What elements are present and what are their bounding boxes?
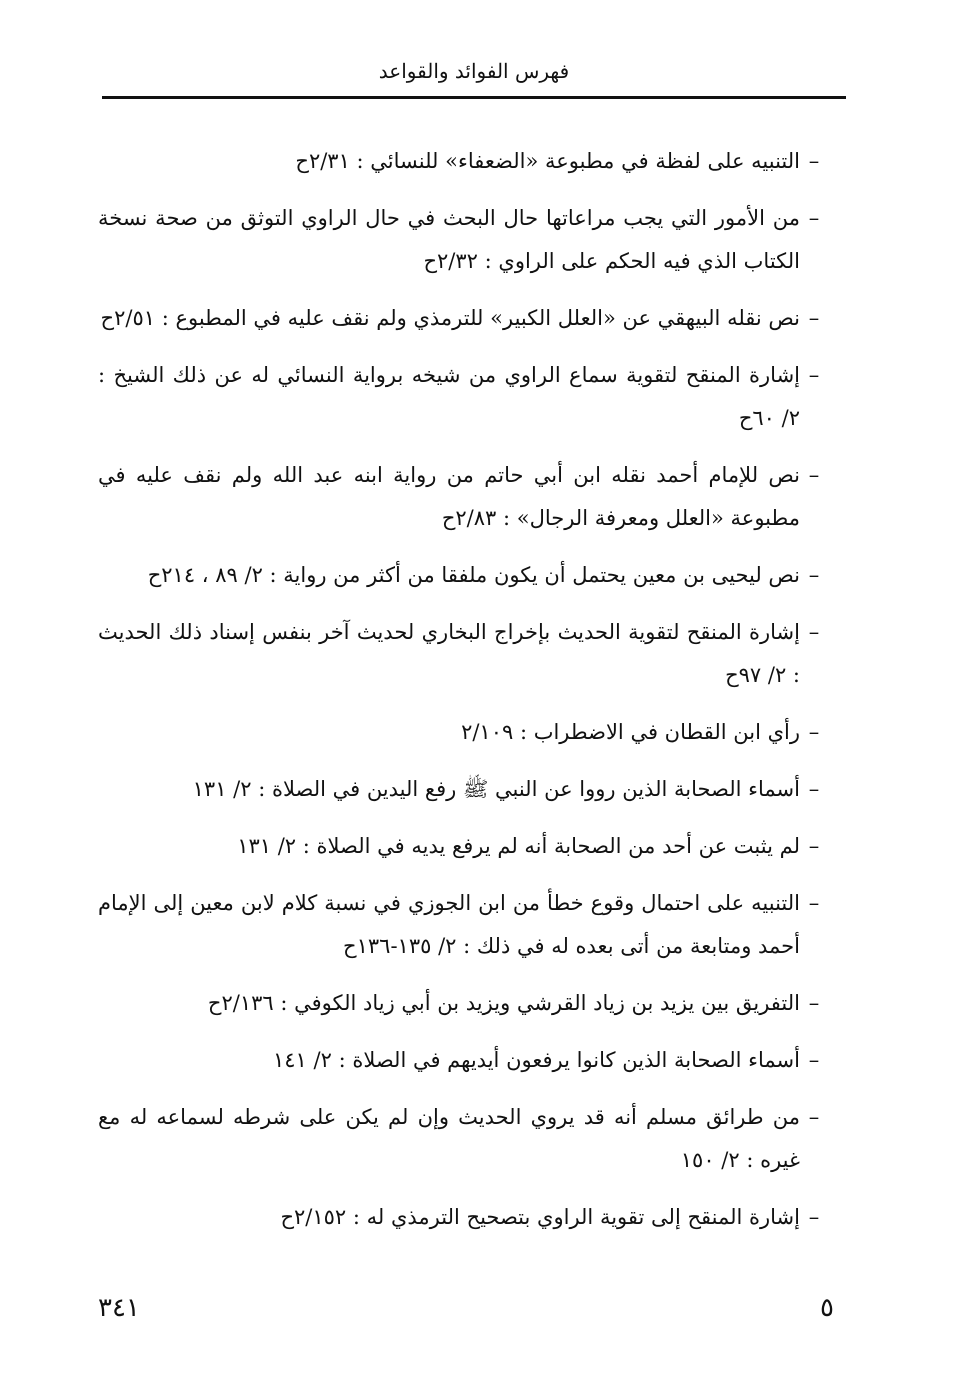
entry-text: أسماء الصحابة الذين كانوا يرفعون أيديهم في الصلاة : ٢/ ١٤١ xyxy=(273,1048,800,1072)
entry-dash: – xyxy=(808,306,820,330)
entry-dash: – xyxy=(808,1048,820,1072)
index-entry xyxy=(98,554,824,597)
index-entry xyxy=(98,297,824,340)
entry-text: من الأمور التي يجب مراعاتها حال البحث في حال الراوي التوثق من صحة نسخة الكتاب الذي فيه الحكم على الراوي : ٢/٣٢ح xyxy=(98,206,800,273)
entry-dash: – xyxy=(808,620,820,644)
entry-dash: – xyxy=(808,1205,820,1229)
entry-text: التنبيه على احتمال وقوع خطأ من ابن الجوزي في نسبة كلام لابن معين إلى الإمام أحمد ومتابعة من أتى بعده له في ذلك : ٢/ ١٣٥-١٣٦ح xyxy=(98,891,800,958)
entry-dash: – xyxy=(808,563,820,587)
entry-dash: – xyxy=(808,891,820,915)
entry-text: إشارة المنقح إلى تقوية الراوي بتصحيح الترمذي له : ٢/١٥٢ح xyxy=(280,1205,800,1229)
page-number: ٣٤١ xyxy=(98,1293,140,1323)
index-entry xyxy=(98,1096,824,1182)
entry-text: نص للإمام أحمد نقله ابن أبي حاتم من رواية ابنه عبد الله ولم نقف عليه في مطبوعة «العلل ومعرفة الرجال» : ٢/٨٣ح xyxy=(98,463,800,530)
entry-dash: – xyxy=(808,149,820,173)
header-rule xyxy=(102,96,846,99)
entry-dash: – xyxy=(808,1105,820,1129)
index-entry xyxy=(98,140,824,183)
index-entry xyxy=(98,768,824,811)
entry-text: لم يثبت عن أحد من الصحابة أنه لم يرفع يديه في الصلاة : ٢/ ١٣١ xyxy=(237,834,800,858)
index-entry xyxy=(98,711,824,754)
entry-text: إشارة المنقح لتقوية سماع الراوي من شيخه برواية النسائي له عن ذلك الشيخ : ٢/ ٦٠ح xyxy=(98,363,800,430)
entry-text: رأي ابن القطان في الاضطراب : ٢/١٠٩ xyxy=(461,720,800,744)
entry-text: أسماء الصحابة الذين رووا عن النبي ﷺ رفع اليدين في الصلاة : ٢/ ١٣١ xyxy=(192,777,800,801)
signature-mark: ٥ xyxy=(820,1293,834,1323)
entry-dash: – xyxy=(808,463,820,487)
index-entry xyxy=(98,982,824,1025)
entry-dash: – xyxy=(808,206,820,230)
entry-text: من طرائق مسلم أنه قد يروي الحديث وإن لم يكن على شرطه لسماعه له مع غيره : ٢/ ١٥٠ xyxy=(98,1105,800,1172)
index-entry xyxy=(98,197,824,283)
index-entry xyxy=(98,611,824,697)
index-list xyxy=(98,140,824,1253)
entry-text: نص نقله البيهقي عن «العلل الكبير» للترمذي ولم نقف عليه في المطبوع : ٢/٥١ح xyxy=(100,306,800,330)
entry-dash: – xyxy=(808,363,820,387)
entry-dash: – xyxy=(808,720,820,744)
entry-text: إشارة المنقح لتقوية الحديث بإخراج البخاري لحديث آخر بنفس إسناد ذلك الحديث : ٢/ ٩٧ح xyxy=(98,620,800,687)
index-entry xyxy=(98,1039,824,1082)
entry-text: التنبيه على لفظة في مطبوعة «الضعفاء» للنسائي : ٢/٣١ح xyxy=(295,149,800,173)
index-entry xyxy=(98,825,824,868)
index-entry xyxy=(98,354,824,440)
entry-text: التفريق بين يزيد بن زياد القرشي ويزيد بن أبي زياد الكوفي : ٢/١٣٦ح xyxy=(207,991,800,1015)
index-entry xyxy=(98,1196,824,1239)
index-entry xyxy=(98,882,824,968)
index-entry xyxy=(98,454,824,540)
entry-dash: – xyxy=(808,834,820,858)
entry-text: نص ليحيى بن معين يحتمل أن يكون ملفقا من أكثر من رواية : ٢/ ٨٩ ، ٢١٤ح xyxy=(147,563,800,587)
running-head-title: فهرس الفوائد والقواعد xyxy=(378,59,570,83)
entry-dash: – xyxy=(808,777,820,801)
entry-dash: – xyxy=(808,991,820,1015)
